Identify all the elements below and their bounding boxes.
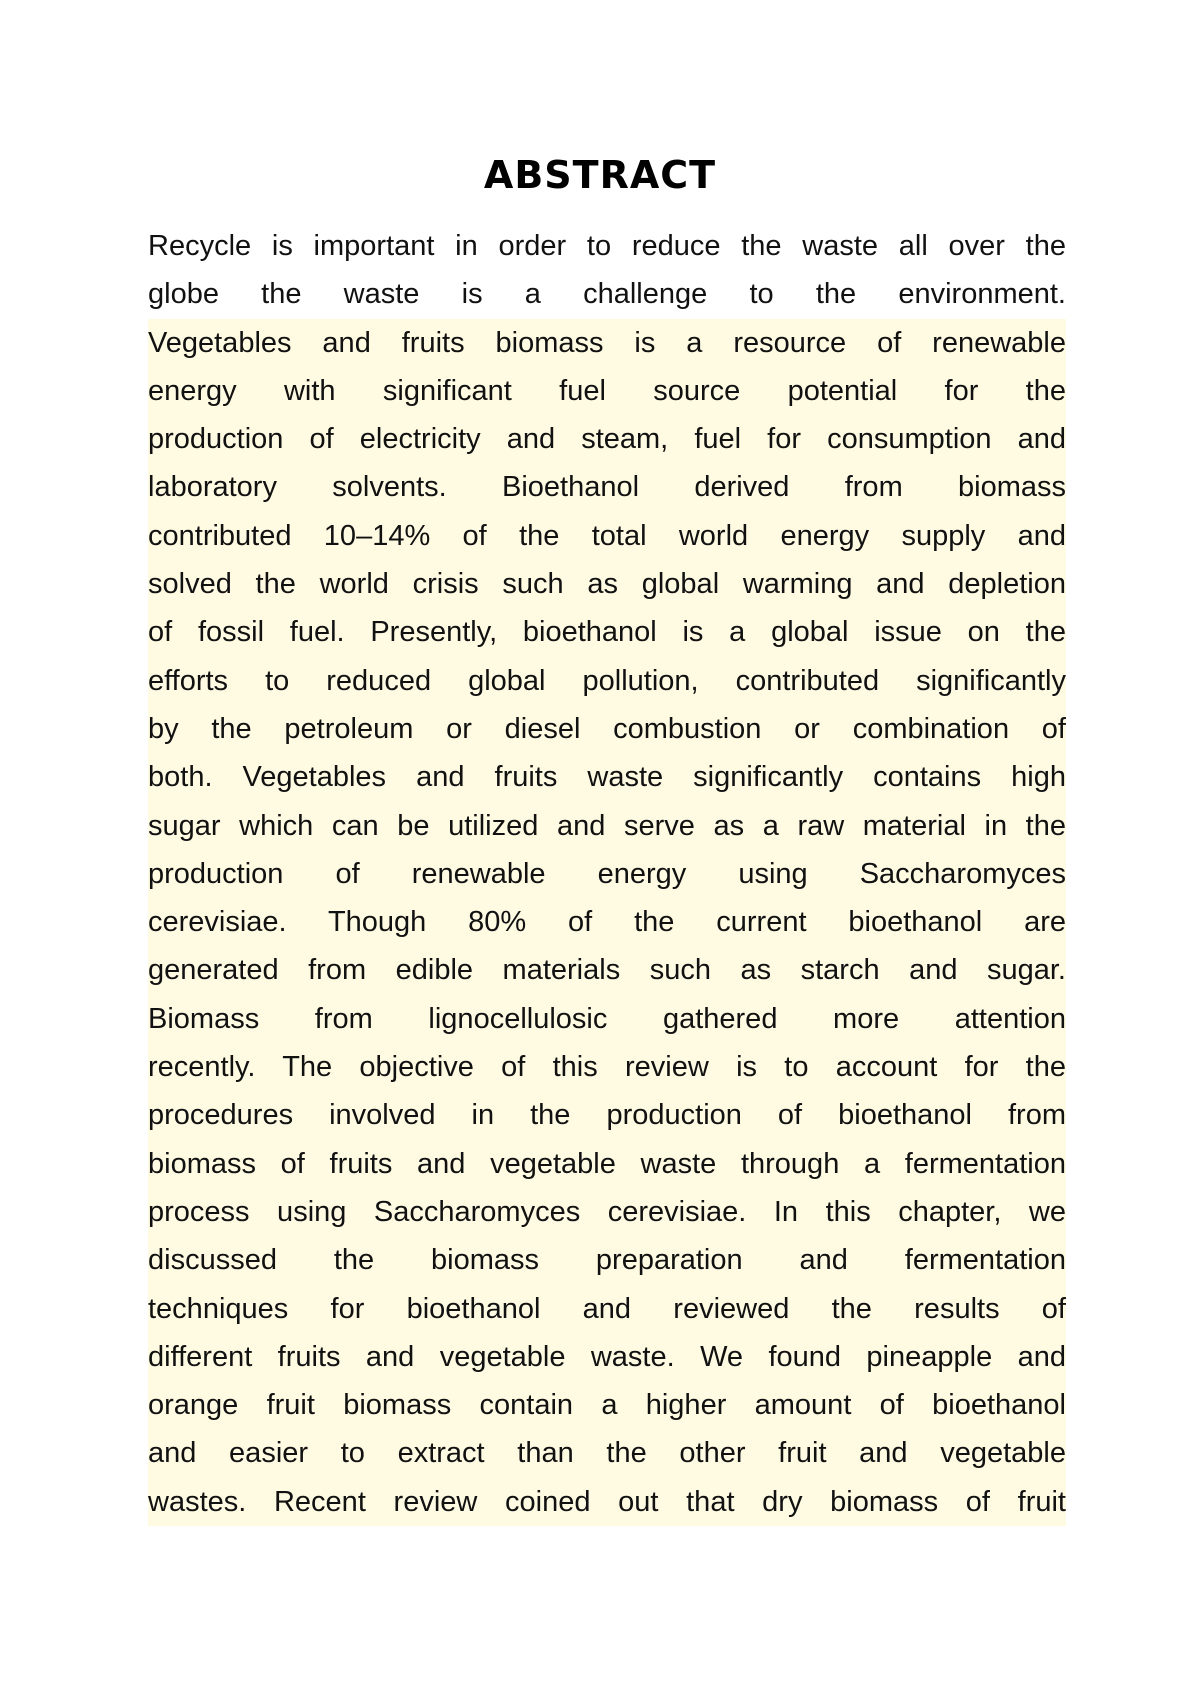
abstract-line: solved the world crisis such as global warming and depletion xyxy=(148,560,1066,608)
abstract-line: wastes. Recent review coined out that dry biomass of fruit xyxy=(148,1478,1066,1526)
abstract-line: procedures involved in the production of bioethanol from xyxy=(148,1091,1066,1139)
abstract-line: biomass of fruits and vegetable waste through a fermentation xyxy=(148,1140,1066,1188)
abstract-body xyxy=(148,222,1066,1526)
abstract-line: discussed the biomass preparation and fermentation xyxy=(148,1236,1066,1284)
abstract-line: Recycle is important in order to reduce the waste all over the xyxy=(148,230,1066,262)
abstract-line: production of renewable energy using Saccharomyces xyxy=(148,850,1066,898)
abstract-line: laboratory solvents. Bioethanol derived from biomass xyxy=(148,463,1066,511)
abstract-line: cerevisiae. Though 80% of the current bioethanol are xyxy=(148,898,1066,946)
abstract-line: techniques for bioethanol and reviewed the results of xyxy=(148,1285,1066,1333)
abstract-line: efforts to reduced global pollution, contributed significantly xyxy=(148,657,1066,705)
abstract-line: recently. The objective of this review is to account for the xyxy=(148,1043,1066,1091)
abstract-line: energy with significant fuel source potential for the xyxy=(148,367,1066,415)
abstract-line: globe the waste is a challenge to the environment. xyxy=(148,278,1066,311)
page-title: ABSTRACT xyxy=(483,153,717,197)
abstract-line: Biomass from lignocellulosic gathered more attention xyxy=(148,995,1066,1043)
abstract-line: orange fruit biomass contain a higher amount of bioethanol xyxy=(148,1381,1066,1429)
abstract-line: process using Saccharomyces cerevisiae. In this chapter, we xyxy=(148,1188,1066,1236)
abstract-line: of fossil fuel. Presently, bioethanol is a global issue on the xyxy=(148,608,1066,656)
abstract-line: different fruits and vegetable waste. We found pineapple and xyxy=(148,1333,1066,1381)
abstract-line: generated from edible materials such as starch and sugar. xyxy=(148,946,1066,994)
abstract-line: Vegetables and fruits biomass is a resource of renewable xyxy=(148,319,1066,367)
abstract-line: production of electricity and steam, fuel for consumption and xyxy=(148,415,1066,463)
abstract-line: by the petroleum or diesel combustion or combination of xyxy=(148,705,1066,753)
abstract-line: and easier to extract than the other fruit and vegetable xyxy=(148,1429,1066,1477)
abstract-line: both. Vegetables and fruits waste significantly contains high xyxy=(148,753,1066,801)
abstract-line: sugar which can be utilized and serve as a raw material in the xyxy=(148,802,1066,850)
abstract-line: contributed 10–14% of the total world energy supply and xyxy=(148,512,1066,560)
